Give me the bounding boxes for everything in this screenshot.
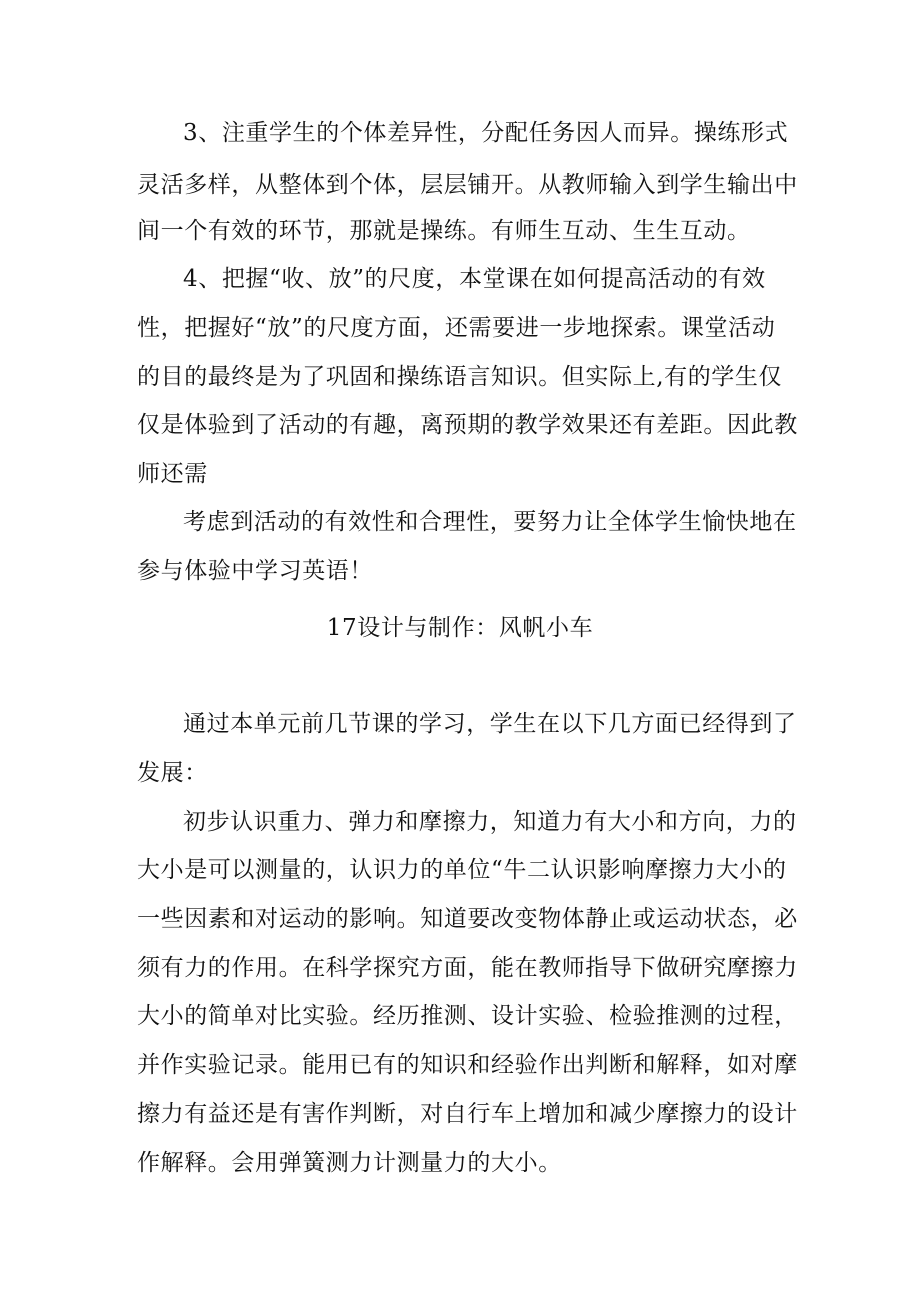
text-line: 灵活多样，从整体到个体，层层铺开。从教师输入到学生输出中 (137, 172, 798, 198)
text-line: 仅是体验到了活动的有趣，离预期的教学效果还有差距。因此教 (137, 412, 798, 438)
text-line: 发展： (137, 760, 208, 786)
text-line: 并作实验记录。能用已有的知识和经验作出判断和解释，如对摩 (137, 1052, 798, 1078)
text-line: 通过本单元前几节课的学习，学生在以下几方面已经得到了 (183, 711, 797, 737)
text-line: 间一个有效的环节，那就是操练。有师生互动、生生互动。 (137, 218, 751, 244)
text-line: 擦力有益还是有害作判断，对自行车上增加和减少摩擦力的设计 (137, 1101, 798, 1127)
text-line: 须有力的作用。在科学探究方面，能在教师指导下做研究摩擦力 (137, 955, 798, 981)
text-line: 作解释。会用弹簧测力计测量力的大小。 (137, 1150, 562, 1176)
text-line: 3、注重学生的个体差异性，分配任务因人而异。操练形式 (183, 120, 789, 146)
text-line: 的目的最终是为了巩固和操练语言知识。但实际上,有的学生仅 (137, 364, 783, 390)
text-line: 4、把握“收、放”的尺度，本堂课在如何提高活动的有效 (183, 266, 766, 292)
text-line: 初步认识重力、弹力和摩擦力，知道力有大小和方向，力的 (183, 809, 797, 835)
text-line: 师还需 (137, 461, 208, 487)
text-line: 大小是可以测量的，认识力的单位“牛二认识影响摩擦力大小的 (137, 857, 787, 883)
text-line: 一些因素和对运动的影响。知道要改变物体静止或运动状态，必 (137, 906, 798, 932)
text-line: 性，把握好“放”的尺度方面，还需要进一步地探索。课堂活动 (137, 315, 776, 341)
text-line: 大小的简单对比实验。经历推测、设计实验、检验推测的过程， (137, 1003, 798, 1029)
text-line: 参与体验中学习英语！ (137, 558, 373, 584)
text-line: 考虑到活动的有效性和合理性，要努力让全体学生愉快地在 (183, 509, 797, 535)
section-title: 17设计与制作：风帆小车 (326, 615, 594, 641)
